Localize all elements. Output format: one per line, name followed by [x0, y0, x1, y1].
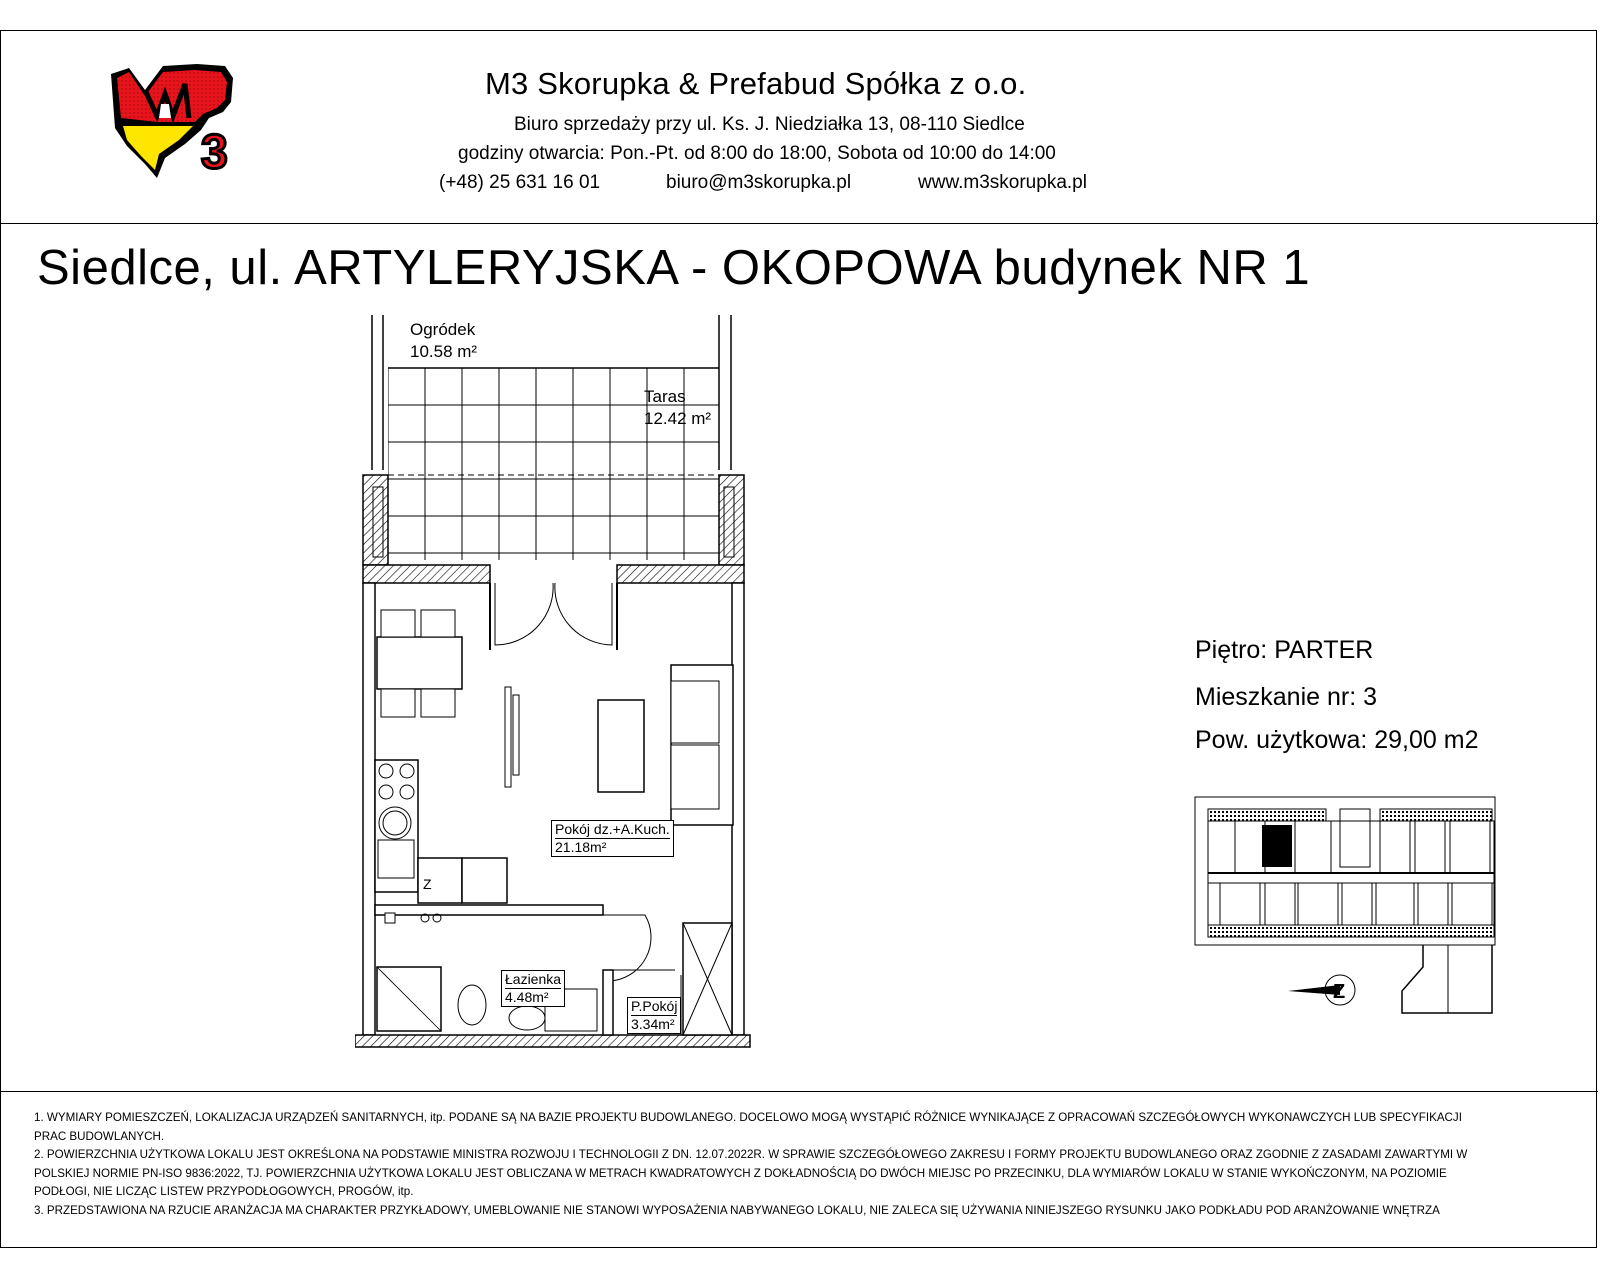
phone-number: (+48) 25 631 16 01: [439, 172, 601, 193]
room-label-bathroom: [501, 970, 565, 1007]
compass-letter: Z: [1333, 981, 1346, 1003]
note-item: 3. PRZEDSTAWIONA NA RZUCIE ARANŻACJA MA CHARAKTER PRZYKŁADOWY, UMEBLOWANIE NIE STANOWI WYPOSAŻENIA NABYWANEGO LOKALU, NIE ZALECA SIĘ UŻYWANIA NINIEJSZEGO RYSUNKU JAKO PODKŁADU POD ARANŻOWANIE WNĘTRZA: [34, 1203, 1440, 1217]
room-label-terrace: [644, 386, 711, 430]
usable-area: Pow. użytkowa: 29,00 m2: [1195, 726, 1479, 754]
room-area: 10.58 m²: [410, 342, 478, 361]
room-name: Pokój dz.+A.Kuch.: [555, 821, 670, 837]
room-label-living: [551, 820, 674, 857]
room-area: 4.48m²: [505, 989, 549, 1005]
room-name: Ogródek: [410, 320, 476, 339]
company-logo: [105, 60, 265, 190]
note-item: 2. POWIERZCHNIA UŻYTKOWA LOKALU JEST OKREŚLONA NA PODSTAWIE MINISTRA ROZWOJU I TECHNOLOGII Z DN. 12.07.2022R. W SPRAWIE SZCZEGÓŁOWEGO ZAKRESU I FORMY PROJEKTU BUDOWLANEGO ORAZ ZGODNIE Z ZASADAMI ZAWARTYMI W POLSKIEJ NORMIE PN-ISO 9836:2022, TJ. POWIERZCHNIA UŻYTKOWA LOKALU JEST OBLICZANA W METRACH KWADRATOWYCH Z DOKŁADNOŚCIĄ DO DWÓCH MIEJSC PO PRZECINKU, DLA WYMIARÓW LOKALU W STANIE WYKOŃCZONYM, NA POZIOMIE PODŁOGI, NIE LICZĄC LISTEW PRZYPODŁOGOWYCH, PROGÓW, itp.: [34, 1148, 1468, 1199]
floor-plan: [355, 315, 775, 1075]
office-address: Biuro sprzedaży przy ul. Ks. J. Niedziałka 13, 08-110 Siedlce: [514, 114, 1025, 135]
company-name: M3 Skorupka & Prefabud Spółka z o.o.: [485, 66, 1027, 101]
room-area: 21.18m²: [555, 839, 607, 855]
room-area: 3.34m²: [631, 1016, 675, 1032]
floor-info: Piętro: PARTER: [1195, 636, 1374, 664]
room-name: P.Pokój: [631, 998, 678, 1014]
logo-digit: 3: [201, 126, 228, 179]
legal-notes: [34, 1109, 1484, 1221]
room-area: 12.42 m²: [644, 409, 712, 428]
email-address[interactable]: biuro@m3skorupka.pl: [666, 172, 852, 193]
header-divider: [0, 223, 1598, 224]
notes-divider: [0, 1091, 1598, 1092]
svg-text:Z: Z: [423, 876, 432, 892]
note-item: 1. WYMIARY POMIESZCZEŃ, LOKALIZACJA URZĄDZEŃ SANITARNYCH, itp. PODANE SĄ NA BAZIE PROJEKTU BUDOWLANEGO. DOCELOWO MOGĄ WYSTĄPIĆ RÓŻNICE WYNIKAJĄCE Z OPRACOWAŃ SZCZEGÓŁOWYCH WYKONAWCZYCH LUB SPECYFIKACJI PRAC BUDOWLANYCH.: [34, 1111, 1462, 1143]
room-name: Łazienka: [505, 971, 562, 987]
room-label-closet: [627, 997, 681, 1034]
opening-hours: godziny otwarcia: Pon.-Pt. od 8:00 do 18:00, Sobota od 10:00 do 14:00: [458, 143, 1056, 164]
apartment-number: Mieszkanie nr: 3: [1195, 683, 1378, 711]
room-label-garden: [410, 319, 477, 363]
building-key-plan: [1190, 795, 1510, 1015]
room-name: Taras: [644, 387, 686, 406]
website-link[interactable]: www.m3skorupka.pl: [918, 172, 1087, 193]
page-title: Siedlce, ul. ARTYLERYJSKA - OKOPOWA budynek NR 1: [37, 241, 1311, 295]
